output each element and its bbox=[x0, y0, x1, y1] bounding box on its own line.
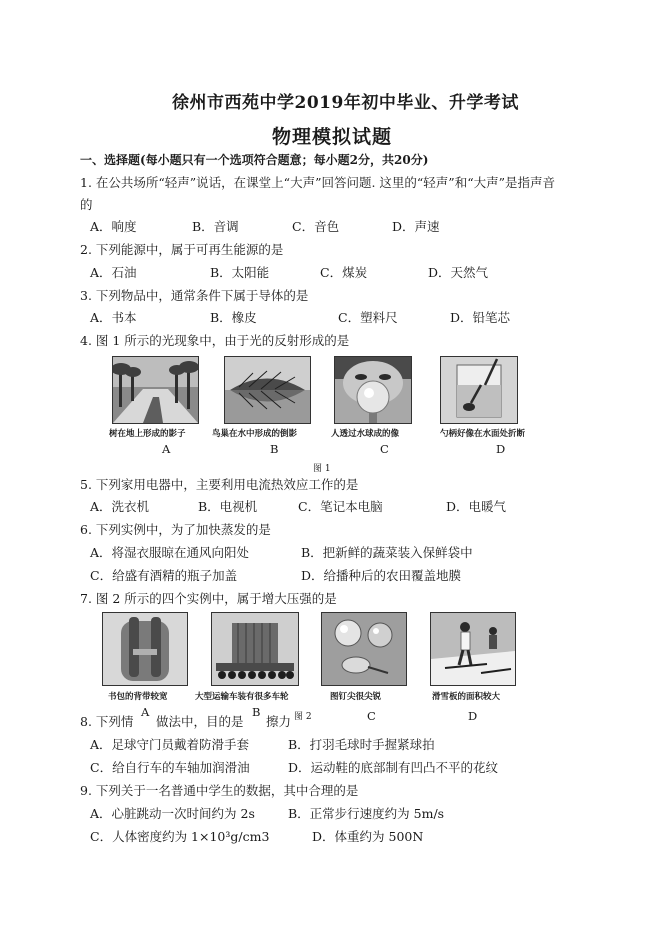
q8-option-c: C．给自行车的车轴加润滑油 bbox=[90, 760, 250, 775]
q3-option-a: A．书本 bbox=[90, 310, 137, 325]
q2-option-d: D．天然气 bbox=[428, 265, 489, 280]
q6-option-a: A．将湿衣服晾在通风向阳处 bbox=[90, 545, 250, 560]
figure1-caption-c: 人透过水球成的像 bbox=[331, 429, 400, 439]
q5-option-c: C．笔记本电脑 bbox=[298, 499, 383, 514]
q9-option-c: C．人体密度约为 1×10³g/cm3 bbox=[90, 829, 270, 844]
figure2-caption-d: 滑雪板的面积较大 bbox=[432, 692, 501, 702]
q5-option-b: B．电视机 bbox=[198, 499, 258, 514]
figure2-caption-b: 大型运输车装有很多车轮 bbox=[195, 692, 289, 702]
q6-option-c: C．给盛有酒精的瓶子加盖 bbox=[90, 568, 238, 583]
question-8-text-b: 做法中，目的是 bbox=[156, 714, 244, 729]
question-1-text: 1. 在公共场所“轻声”说话，在课堂上“大声”回答问题. 这里的“轻声”和“大声”是指声音 bbox=[80, 175, 555, 190]
q1-option-c: C．音色 bbox=[292, 219, 340, 234]
question-2-text: 2. 下列能源中，属于可再生能源的是 bbox=[80, 242, 284, 257]
figure2-letter-b: B bbox=[252, 705, 261, 719]
figure1-letter-d: D bbox=[496, 442, 506, 456]
exam-title: 徐州市西苑中学2019年初中毕业、升学考试 bbox=[172, 93, 519, 113]
figure1-caption-b: 鸟巢在水中形成的倒影 bbox=[212, 429, 298, 439]
q8-option-d: D．运动鞋的底部制有凹凸不平的花纹 bbox=[288, 760, 499, 775]
figure2-letter-a: A bbox=[141, 705, 150, 719]
q1-option-a: A．响度 bbox=[90, 219, 137, 234]
figure2-caption-c: 图钉尖很尖锐 bbox=[330, 692, 382, 702]
figure2-letter-c: C bbox=[367, 709, 376, 723]
question-4-text: 4. 图 1 所示的光现象中，由于光的反射形成的是 bbox=[80, 333, 350, 348]
q2-option-c: C．煤炭 bbox=[320, 265, 368, 280]
exam-subtitle: 物理模拟试题 bbox=[272, 126, 393, 148]
q9-option-a: A．心脏跳动一次时间约为 2s bbox=[90, 806, 255, 821]
figure1-label: 图 1 bbox=[313, 464, 331, 474]
figure2-letter-d: D bbox=[468, 709, 478, 723]
q6-option-b: B．把新鲜的蔬菜装入保鲜袋中 bbox=[301, 545, 473, 560]
q8-option-a: A．足球守门员戴着防滑手套 bbox=[90, 737, 250, 752]
q3-option-c: C．塑料尺 bbox=[338, 310, 398, 325]
q9-option-b: B．正常步行速度约为 5m/s bbox=[288, 806, 445, 821]
figure1-caption-a: 树在地上形成的影子 bbox=[109, 429, 186, 439]
question-8-text-a: 8. 下列情 bbox=[80, 714, 134, 729]
figure2-label: 图 2 bbox=[294, 712, 312, 722]
figure1-photo-birds-nest bbox=[224, 356, 311, 424]
figure1-photo-tree-shadow bbox=[112, 356, 199, 424]
q5-option-a: A．洗衣机 bbox=[90, 499, 150, 514]
figure2-photo-backpack bbox=[102, 612, 188, 686]
figure1-photo-water-ball bbox=[334, 356, 412, 424]
figure2-caption-a: 书包的背带较宽 bbox=[108, 692, 168, 702]
q2-option-b: B．太阳能 bbox=[210, 265, 270, 280]
q3-option-d: D．铅笔芯 bbox=[450, 310, 511, 325]
question-8-text-c: 擦力 bbox=[266, 714, 292, 729]
question-5-text: 5. 下列家用电器中，主要利用电流热效应工作的是 bbox=[80, 477, 359, 492]
figure1-letter-a: A bbox=[162, 442, 171, 456]
figure2-photo-skier bbox=[430, 612, 516, 686]
figure1-photo-spoon-glass bbox=[440, 356, 518, 424]
figure2-photo-thumbtacks bbox=[321, 612, 407, 686]
q1-option-b: B．音调 bbox=[192, 219, 239, 234]
figure2-photo-truck bbox=[211, 612, 299, 686]
question-6-text: 6. 下列实例中，为了加快蒸发的是 bbox=[80, 522, 271, 537]
q3-option-b: B．橡皮 bbox=[210, 310, 257, 325]
figure1-letter-c: C bbox=[380, 442, 389, 456]
figure1-letter-b: B bbox=[270, 442, 279, 456]
question-9-text: 9. 下列关于一名普通中学生的数据，其中合理的是 bbox=[80, 783, 359, 798]
question-1-text-cont: 的 bbox=[80, 197, 93, 212]
question-7-text: 7. 图 2 所示的四个实例中，属于增大压强的是 bbox=[80, 591, 337, 606]
q8-option-b: B．打羽毛球时手握紧球拍 bbox=[288, 737, 435, 752]
figure1-caption-d: 勺柄好像在水面处折断 bbox=[440, 429, 526, 439]
q1-option-d: D．声速 bbox=[392, 219, 440, 234]
q9-option-d: D．体重约为 500N bbox=[312, 829, 424, 844]
question-3-text: 3. 下列物品中，通常条件下属于导体的是 bbox=[80, 288, 309, 303]
q6-option-d: D．给播种后的农田覆盖地膜 bbox=[301, 568, 462, 583]
section-heading: 一、选择题(每小题只有一个选项符合题意；每小题2分，共20分) bbox=[80, 153, 429, 167]
q2-option-a: A．石油 bbox=[90, 265, 137, 280]
q5-option-d: D．电暖气 bbox=[446, 499, 507, 514]
